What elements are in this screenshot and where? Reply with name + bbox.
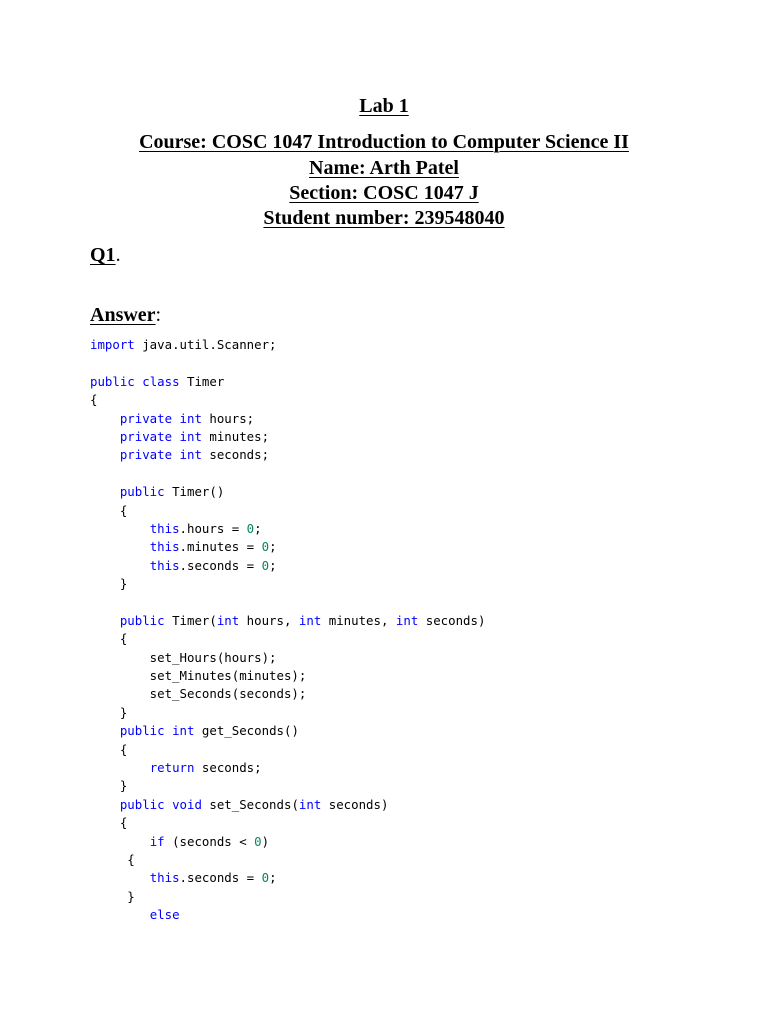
code-text bbox=[172, 447, 179, 462]
code-line bbox=[90, 685, 750, 703]
code-line bbox=[90, 354, 750, 372]
code-keyword: this bbox=[149, 870, 180, 886]
code-line bbox=[90, 667, 750, 685]
code-line bbox=[90, 502, 750, 520]
code-line bbox=[90, 520, 750, 538]
code-text: .seconds = bbox=[179, 870, 262, 886]
code-number: 0 bbox=[261, 539, 270, 555]
code-keyword: if bbox=[149, 833, 165, 849]
code-text bbox=[172, 411, 179, 426]
code-keyword: int bbox=[298, 796, 322, 812]
code-line bbox=[90, 391, 750, 409]
code-text: { bbox=[90, 815, 128, 831]
code-text: hours, bbox=[239, 612, 299, 628]
code-line bbox=[90, 630, 750, 648]
code-text: ; bbox=[269, 870, 277, 886]
code-text: { bbox=[90, 631, 128, 647]
answer-label bbox=[90, 303, 161, 327]
student-number-line bbox=[0, 206, 768, 230]
code-text: .seconds = bbox=[179, 557, 262, 573]
course-text: Course: COSC 1047 Introduction to Computer Science II bbox=[139, 131, 629, 153]
code-text bbox=[90, 834, 150, 849]
code-text bbox=[165, 723, 172, 738]
code-text: minutes; bbox=[201, 428, 270, 444]
code-text: set_Seconds( bbox=[201, 796, 299, 812]
code-text: ) bbox=[261, 833, 270, 849]
code-line bbox=[90, 888, 750, 906]
student-name-line bbox=[0, 156, 768, 180]
course-line bbox=[0, 130, 768, 154]
lab-title-text: Lab 1 bbox=[359, 95, 409, 117]
code-text: } bbox=[90, 576, 128, 592]
code-keyword: else bbox=[149, 907, 180, 923]
code-line bbox=[90, 465, 750, 483]
code-text: ; bbox=[254, 520, 262, 536]
code-keyword: void bbox=[172, 796, 202, 812]
code-text bbox=[90, 539, 150, 554]
code-line bbox=[90, 741, 750, 759]
code-text: } bbox=[90, 888, 135, 904]
code-text: { bbox=[90, 392, 98, 408]
code-keyword: int bbox=[172, 723, 195, 739]
code-text bbox=[90, 447, 120, 462]
lab-title bbox=[0, 94, 768, 118]
code-line bbox=[90, 906, 750, 924]
code-keyword: import bbox=[90, 337, 135, 352]
code-text bbox=[90, 484, 120, 499]
code-number: 0 bbox=[261, 557, 270, 573]
code-text: Timer( bbox=[164, 612, 217, 628]
code-line bbox=[90, 593, 750, 611]
code-line bbox=[90, 796, 750, 814]
code-text: } bbox=[90, 778, 128, 794]
code-line bbox=[90, 483, 750, 501]
code-text bbox=[90, 907, 150, 922]
code-text bbox=[90, 723, 120, 738]
section-line bbox=[0, 181, 768, 205]
code-line bbox=[90, 777, 750, 795]
code-keyword: public bbox=[119, 796, 165, 812]
code-text: hours; bbox=[201, 410, 255, 426]
code-keyword: public bbox=[119, 484, 165, 500]
code-keyword: this bbox=[149, 520, 180, 536]
code-keyword: public bbox=[119, 723, 165, 739]
code-keyword: class bbox=[142, 373, 180, 389]
code-line bbox=[90, 538, 750, 556]
code-text: { bbox=[90, 741, 128, 757]
code-keyword: int bbox=[179, 447, 202, 463]
code-text: minutes, bbox=[321, 612, 396, 628]
code-text: seconds; bbox=[201, 447, 270, 463]
code-text: { bbox=[90, 851, 135, 867]
code-text bbox=[172, 429, 179, 444]
code-keyword: private bbox=[119, 447, 173, 463]
code-number: 0 bbox=[254, 833, 262, 849]
code-text: set_Hours(hours); bbox=[90, 649, 277, 665]
code-line bbox=[90, 575, 750, 593]
code-text: } bbox=[90, 704, 128, 720]
code-text: (seconds < bbox=[164, 833, 255, 849]
code-text: set_Seconds(seconds); bbox=[90, 686, 307, 702]
code-text bbox=[90, 760, 150, 775]
code-text bbox=[165, 797, 172, 812]
code-text: Timer() bbox=[164, 484, 225, 500]
code-line bbox=[90, 722, 750, 740]
code-keyword: public bbox=[90, 373, 135, 389]
code-text bbox=[90, 429, 120, 444]
code-keyword: this bbox=[149, 539, 180, 555]
code-keyword: private bbox=[119, 410, 173, 426]
code-text bbox=[90, 797, 120, 812]
code-line bbox=[90, 428, 750, 446]
code-line bbox=[90, 373, 750, 391]
code-block bbox=[90, 336, 750, 925]
code-line bbox=[90, 410, 750, 428]
code-text: Timer bbox=[179, 373, 225, 389]
code-line bbox=[90, 869, 750, 887]
code-keyword: int bbox=[179, 410, 202, 426]
code-line bbox=[90, 612, 750, 630]
code-keyword: int bbox=[298, 612, 322, 628]
code-line bbox=[90, 336, 750, 354]
code-text: .hours = bbox=[179, 520, 247, 536]
code-keyword: public bbox=[119, 612, 165, 628]
code-line bbox=[90, 759, 750, 777]
section-text: Section: COSC 1047 J bbox=[289, 182, 479, 204]
code-text: .minutes = bbox=[179, 539, 262, 555]
code-text bbox=[90, 613, 120, 628]
answer-label-suffix: : bbox=[155, 304, 162, 326]
code-text: seconds; bbox=[194, 759, 262, 775]
student-number-text: Student number: 239548040 bbox=[263, 207, 505, 229]
code-keyword: int bbox=[216, 612, 240, 628]
code-line bbox=[90, 446, 750, 464]
question-label bbox=[90, 243, 121, 267]
code-keyword: return bbox=[149, 759, 195, 775]
code-text bbox=[90, 558, 150, 573]
code-keyword: int bbox=[395, 612, 419, 628]
code-text: seconds) bbox=[418, 612, 486, 628]
code-text: ; bbox=[269, 539, 277, 555]
code-line bbox=[90, 851, 750, 869]
code-number: 0 bbox=[261, 870, 270, 886]
answer-label-text: Answer bbox=[90, 304, 156, 326]
code-text: seconds) bbox=[321, 796, 389, 812]
code-keyword: private bbox=[119, 428, 173, 444]
code-line bbox=[90, 649, 750, 667]
code-text: set_Minutes(minutes); bbox=[90, 668, 307, 684]
code-text: ; bbox=[269, 557, 277, 573]
code-line bbox=[90, 814, 750, 832]
code-number: 0 bbox=[246, 520, 255, 536]
code-text bbox=[90, 521, 150, 536]
code-text: { bbox=[90, 502, 128, 518]
code-line bbox=[90, 704, 750, 722]
question-label-text: Q1 bbox=[90, 244, 116, 266]
code-line bbox=[90, 557, 750, 575]
code-keyword: int bbox=[179, 428, 202, 444]
code-line bbox=[90, 833, 750, 851]
code-text bbox=[90, 870, 150, 885]
student-name-text: Name: Arth Patel bbox=[309, 157, 459, 179]
question-label-suffix: . bbox=[115, 244, 121, 266]
code-text: get_Seconds() bbox=[194, 723, 299, 739]
code-text bbox=[90, 411, 120, 426]
code-text: java.util.Scanner; bbox=[134, 337, 277, 352]
code-keyword: this bbox=[149, 557, 180, 573]
